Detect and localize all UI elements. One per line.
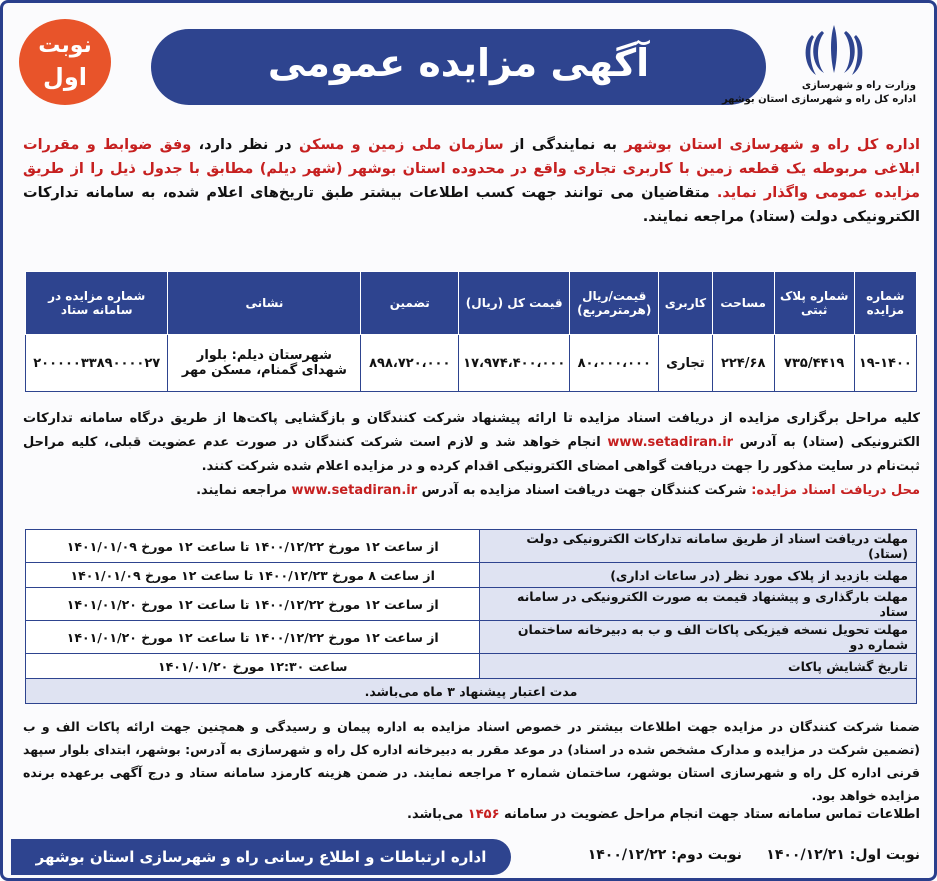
contact-number: ۱۴۵۶ — [467, 807, 500, 822]
schedule-key: تاریخ گشایش پاکات — [480, 654, 917, 679]
col-setad-number: شماره مزایده در سامانه ستاد — [26, 272, 168, 335]
schedule-value: از ساعت ۱۲ مورخ ۱۴۰۰/۱۲/۲۲ تا ساعت ۱۲ مورخ ۱۴۰۱/۰۱/۲۰ — [26, 621, 480, 654]
schedule-key: مهلت دریافت اسناد از طریق سامانه تدارکات الکترونیکی دولت (ستاد) — [480, 530, 917, 563]
additional-info-paragraph: ضمنا شرکت کنندگان در مزایده جهت اطلاعات بیشتر در خصوص اسناد مزایده به اداره پیمان و رسیدگی و همچنین جهت ارائه پاکات الف و ب (تضمین شرکت در مزایده و مدارک مشخص شده در اسناد) در موعد مقرر به دبیرخانه اداره کل راه و شهرسازی به آدرس: بوشهر، ابتدای بلوار سپهد قرنی اداره کل راه و شهرسازی استان بوشهر، ساختمان شماره ۲ مراجعه نمایند. در ضمن هزینه کارمزد سامانه ستاد و درج آگهی برعهده برنده مزایده خواهد بود. — [23, 719, 920, 803]
auction-table — [25, 271, 917, 392]
page-title: آگهی مزایده عمومی — [267, 41, 650, 85]
schedule-row — [26, 621, 917, 654]
schedule-row — [26, 530, 917, 563]
intro-paragraph — [23, 133, 920, 229]
cell-plate-number: ۷۳۵/۴۴۱۹ — [774, 335, 854, 392]
ministry-name — [696, 79, 916, 107]
cell-guarantee: ۸۹۸،۷۲۰،۰۰۰ — [361, 335, 459, 392]
documents-text-b: مراجعه نمایند. — [196, 483, 292, 498]
cell-usage: تجاری — [659, 335, 712, 392]
schedule-key: مهلت تحویل نسخه فیزیکی پاکات الف و ب به دبیرخانه ساختمان شماره دو — [480, 621, 917, 654]
validity-note: مدت اعتبار پیشنهاد ۳ ماه می‌باشد. — [26, 679, 917, 704]
col-usage: کاربری — [659, 272, 712, 335]
col-total-price: قیمت کل (ریال) — [459, 272, 570, 335]
contact-text-b: می‌باشد. — [407, 807, 468, 822]
schedule-row — [26, 654, 917, 679]
header — [11, 11, 926, 115]
schedule-value: از ساعت ۱۲ مورخ ۱۴۰۰/۱۲/۲۲ تا ساعت ۱۲ مورخ ۱۴۰۱/۰۱/۰۹ — [26, 530, 480, 563]
cell-total-price: ۱۷،۹۷۴،۴۰۰،۰۰۰ — [459, 335, 570, 392]
schedule-value: از ساعت ۸ مورخ ۱۴۰۰/۱۲/۲۳ تا ساعت ۱۲ مورخ ۱۴۰۱/۰۱/۰۹ — [26, 563, 480, 588]
schedule-row — [26, 563, 917, 588]
col-area: مساحت — [712, 272, 774, 335]
setad-link-2[interactable]: www.setadiran.ir — [291, 483, 418, 498]
contact-text-a: اطلاعات تماس سامانه ستاد جهت انجام مراحل عضویت در سامانه — [499, 807, 920, 822]
schedule-value: ساعت ۱۲:۳۰ مورخ ۱۴۰۱/۰۱/۲۰ — [26, 654, 480, 679]
round-badge — [19, 19, 111, 105]
intro-text-a: به نمایندگی از — [503, 137, 625, 153]
schedule-key: مهلت بازدید از پلاک مورد نظر (در ساعات اداری) — [480, 563, 917, 588]
second-publication: نوبت دوم: ۱۴۰۰/۱۲/۲۲ — [587, 847, 742, 863]
badge-line2: اول — [43, 63, 87, 91]
intro-text-c: مربوطه یک قطعه زمین با کاربری تجاری واقع در محدوده استان بوشهر (شهر دیلم) مطابق با جدول ذیل را از طریق مزایده عمومی واگذار نماید. — [23, 161, 920, 201]
intro-rules: وفق ضوابط و مقررات ابلاغی — [23, 137, 920, 177]
schedule-value: از ساعت ۱۲ مورخ ۱۴۰۰/۱۲/۲۲ تا ساعت ۱۲ مورخ ۱۴۰۱/۰۱/۲۰ — [26, 588, 480, 621]
table-header-row — [26, 272, 917, 335]
cell-area: ۲۲۴/۶۸ — [712, 335, 774, 392]
schedule-row — [26, 588, 917, 621]
procedure-text-a: کلیه مراحل برگزاری مزایده از دریافت اسناد مزایده تا ارائه پیشنهاد شرکت کنندگان و بازگشایی پاکت‌ها از طریق درگاه سامانه تدارکات الکترونیکی (ستاد) به آدرس — [23, 411, 921, 450]
schedule-row — [26, 679, 917, 704]
documents-text-a: شرکت کنندگان جهت دریافت اسناد مزایده به آدرس — [417, 483, 752, 498]
schedule-table — [25, 529, 917, 704]
footer — [11, 839, 926, 875]
title-banner — [151, 29, 766, 105]
department-banner: اداره ارتباطات و اطلاع رسانی راه و شهرسازی استان بوشهر — [11, 839, 511, 875]
col-plate-number: شماره پلاک ثبتی — [774, 272, 854, 335]
intro-text-b: در نظر دارد، — [191, 137, 300, 153]
col-address: نشانی — [168, 272, 361, 335]
cell-address: شهرستان دیلم: بلوار شهدای گمنام، مسکن مهر — [168, 335, 361, 392]
ministry-line2: اداره کل راه و شهرسازی استان بوشهر — [721, 94, 916, 105]
intro-agency: سازمان ملی زمین و مسکن — [299, 137, 504, 153]
first-publication: نوبت اول: ۱۴۰۰/۱۲/۲۱ — [766, 847, 920, 863]
documents-label: محل دریافت اسناد مزایده: — [751, 483, 920, 498]
iran-emblem-icon — [800, 21, 868, 79]
schedule-key: مهلت بارگذاری و پیشنهاد قیمت به صورت الکترونیکی در سامانه ستاد — [480, 588, 917, 621]
col-auction-number: شماره مزایده — [854, 272, 916, 335]
intro-text-d: متقاضیان می توانند جهت کسب اطلاعات بیشتر طبق تاریخ‌های اعلام شده، به سامانه تدارکات الکترونیکی دولت (ستاد) مراجعه نمایند. — [23, 185, 920, 225]
procedure-text-b: انجام خواهد شد و لازم است شرکت کنندگان در صورت عدم عضویت قبلی، کلیه مراحل ثبت‌نام در سایت مذکور را جهت دریافت گواهی امضای الکترونیکی اقدام کرده و در مزایده اعلام شده شرکت کنند. — [23, 435, 920, 474]
badge-line1: نوبت — [38, 33, 92, 58]
table-row — [26, 335, 917, 392]
col-price-per-m2: قیمت/ریال (هرمترمربع) — [570, 272, 659, 335]
contact-line — [23, 807, 920, 822]
procedure-paragraph — [23, 407, 920, 503]
publication-dates — [588, 847, 920, 863]
setad-link[interactable]: www.setadiran.ir — [607, 435, 734, 450]
cell-price-per-m2: ۸۰،۰۰۰،۰۰۰ — [570, 335, 659, 392]
cell-setad-number: ۲۰۰۰۰۰۳۳۸۹۰۰۰۰۲۷ — [26, 335, 168, 392]
intro-org: اداره کل راه و شهرسازی استان بوشهر — [624, 137, 920, 153]
cell-auction-number: ۱۹-۱۴۰۰ — [854, 335, 916, 392]
ministry-line1: وزارت راه و شهرسازی — [801, 80, 916, 91]
col-guarantee: تضمین — [361, 272, 459, 335]
